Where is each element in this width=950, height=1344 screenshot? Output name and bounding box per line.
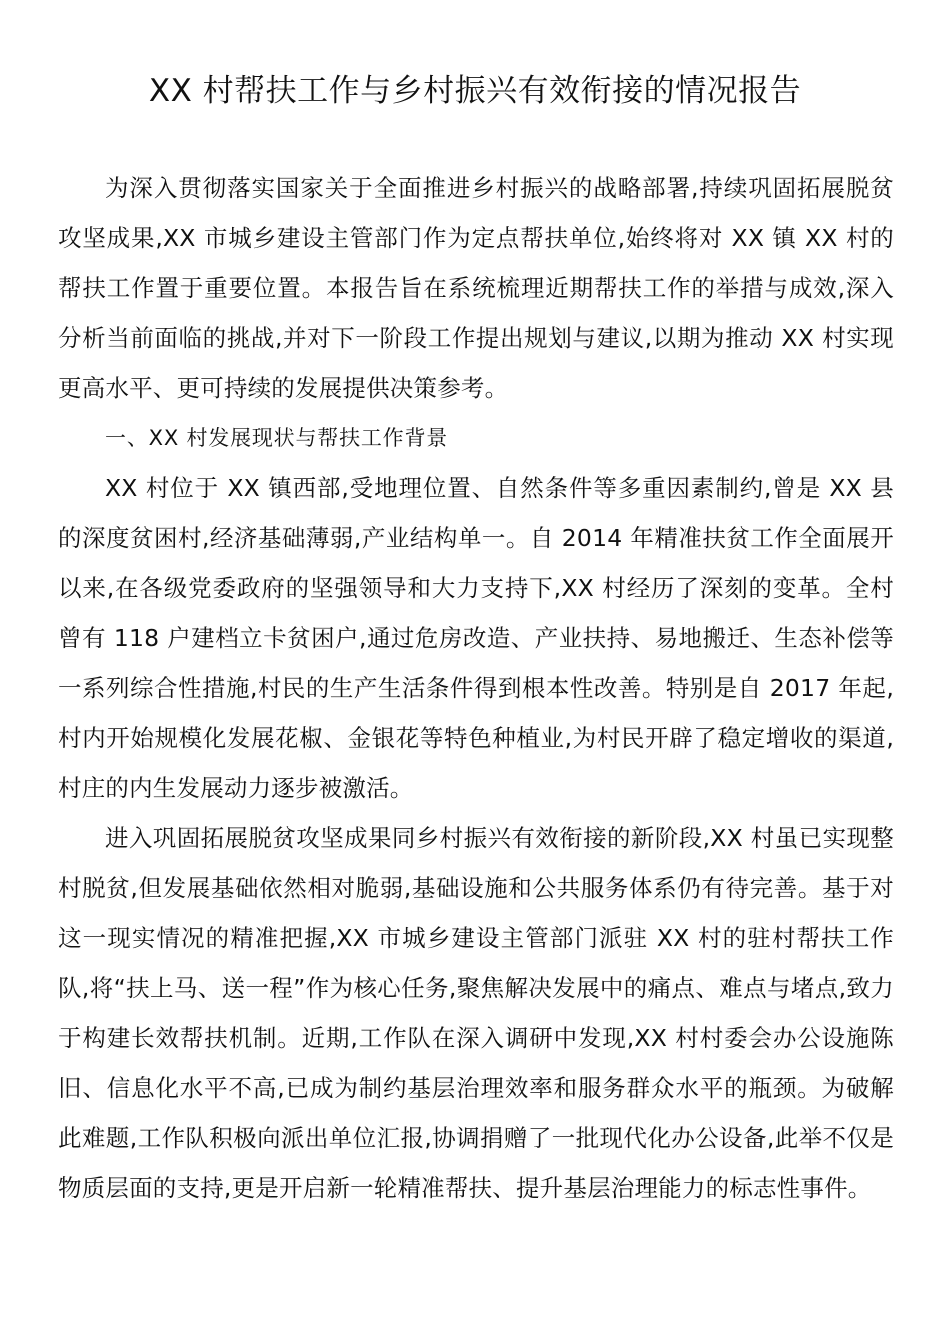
intro-paragraph: 为深入贯彻落实国家关于全面推进乡村振兴的战略部署,持续巩固拓展脱贫攻坚成果,XX 市城乡建设主管部门作为定点帮扶单位,始终将对 XX 镇 XX 村的帮扶工作置于重要位置。本报告旨在系统梳理近期帮扶工作的举措与成效,深入分析当前面临的挑战,并对下一阶段工作提出规划与建议,以期为推动 XX 村实现更高水平、更可持续的发展提供决策参考。: [58, 174, 894, 402]
document-title: XX 村帮扶工作与乡村振兴有效衔接的情况报告: [148, 73, 802, 109]
new-stage-paragraph: 进入巩固拓展脱贫攻坚成果同乡村振兴有效衔接的新阶段,XX 村虽已实现整村脱贫,但发展基础依然相对脆弱,基础设施和公共服务体系仍有待完善。基于对这一现实情况的精准把握,XX 市城乡建设主管部门派驻 XX 村的驻村帮扶工作队,将“扶上马、送一程”作为核心任务,聚焦解决发展中的痛点、难点与堵点,致力于构建长效帮扶机制。近期,工作队在深入调研中发现,XX 村村委会办公设施陈旧、信息化水平不高,已成为制约基层治理效率和服务群众水平的瓶颈。为破解此难题,工作队积极向派出单位汇报,协调捐赠了一批现代化办公设备,此举不仅是物质层面的支持,更是开启新一轮精准帮扶、提升基层治理能力的标志性事件。: [58, 824, 894, 1202]
section-heading: 一、XX 村发展现状与帮扶工作背景: [105, 426, 449, 450]
background-paragraph: XX 村位于 XX 镇西部,受地理位置、自然条件等多重因素制约,曾是 XX 县的深度贫困村,经济基础薄弱,产业结构单一。自 2014 年精准扶贫工作全面展开以来,在各级党委政府的坚强领导和大力支持下,XX 村经历了深刻的变革。全村曾有 118 户建档立卡贫困户,通过危房改造、产业扶持、易地搬迁、生态补偿等一系列综合性措施,村民的生产生活条件得到根本性改善。特别是自 2017 年起,村内开始规模化发展花椒、金银花等特色种植业,为村民开辟了稳定增收的渠道,村庄的内生发展动力逐步被激活。: [58, 474, 894, 802]
document-body: [58, 163, 894, 1213]
